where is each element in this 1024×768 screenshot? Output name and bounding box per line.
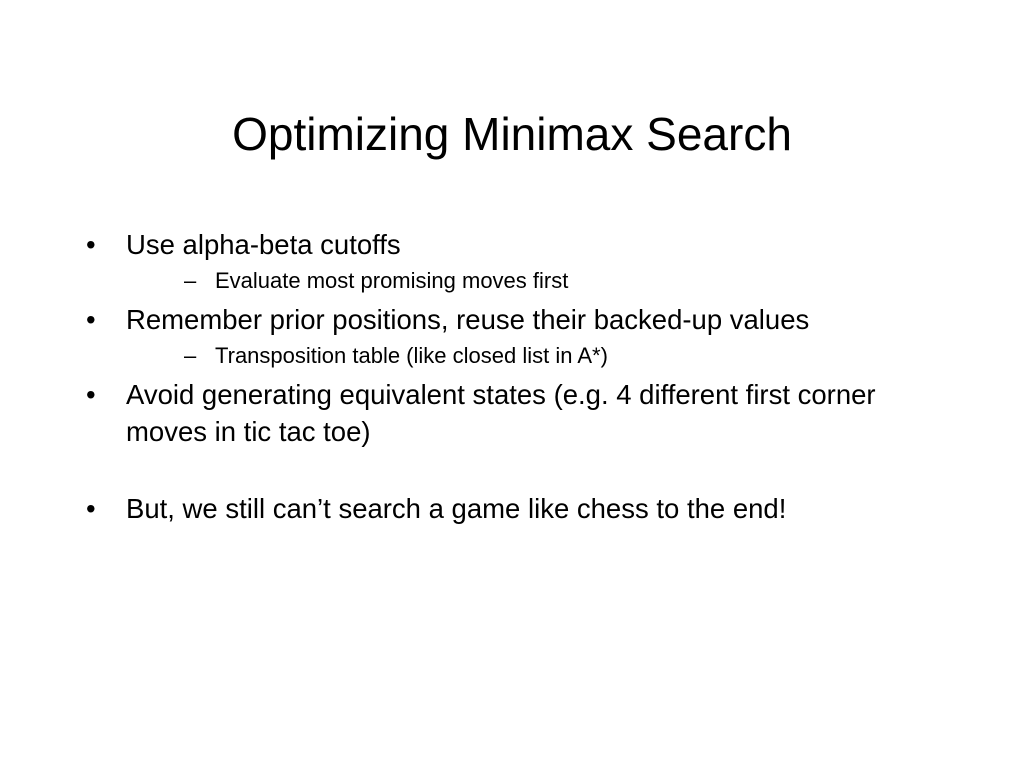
bullet-item-equivalent-states (82, 376, 942, 450)
bullet-marker-icon: • (86, 379, 96, 410)
bullet-marker-icon: • (86, 304, 96, 335)
bullet-text: But, we still can’t search a game like chess to the end! (126, 493, 787, 524)
bullet-item-chess (82, 490, 942, 527)
dash-marker-icon: – (184, 268, 197, 293)
sub-bullet-list (126, 340, 942, 372)
bullet-item-alpha-beta (82, 226, 942, 297)
slide-title: Optimizing Minimax Search (232, 108, 792, 160)
sub-bullet-list (126, 265, 942, 297)
sub-bullet-text: Evaluate most promising moves first (215, 268, 569, 293)
sub-bullet-item (170, 340, 942, 372)
bullet-item-prior-positions (82, 301, 942, 372)
bullet-text: Remember prior positions, reuse their backed-up values (126, 304, 810, 335)
sub-bullet-item (170, 265, 942, 297)
bullet-marker-icon: • (86, 493, 96, 524)
dash-marker-icon: – (184, 343, 197, 368)
bullet-marker-icon: • (86, 229, 96, 260)
bullet-list (82, 226, 942, 530)
sub-bullet-text: Transposition table (like closed list in A*) (215, 343, 608, 368)
bullet-text: Use alpha-beta cutoffs (126, 229, 401, 260)
bullet-text: Avoid generating equivalent states (e.g. 4 different first corner moves in tic tac toe) (126, 379, 876, 447)
